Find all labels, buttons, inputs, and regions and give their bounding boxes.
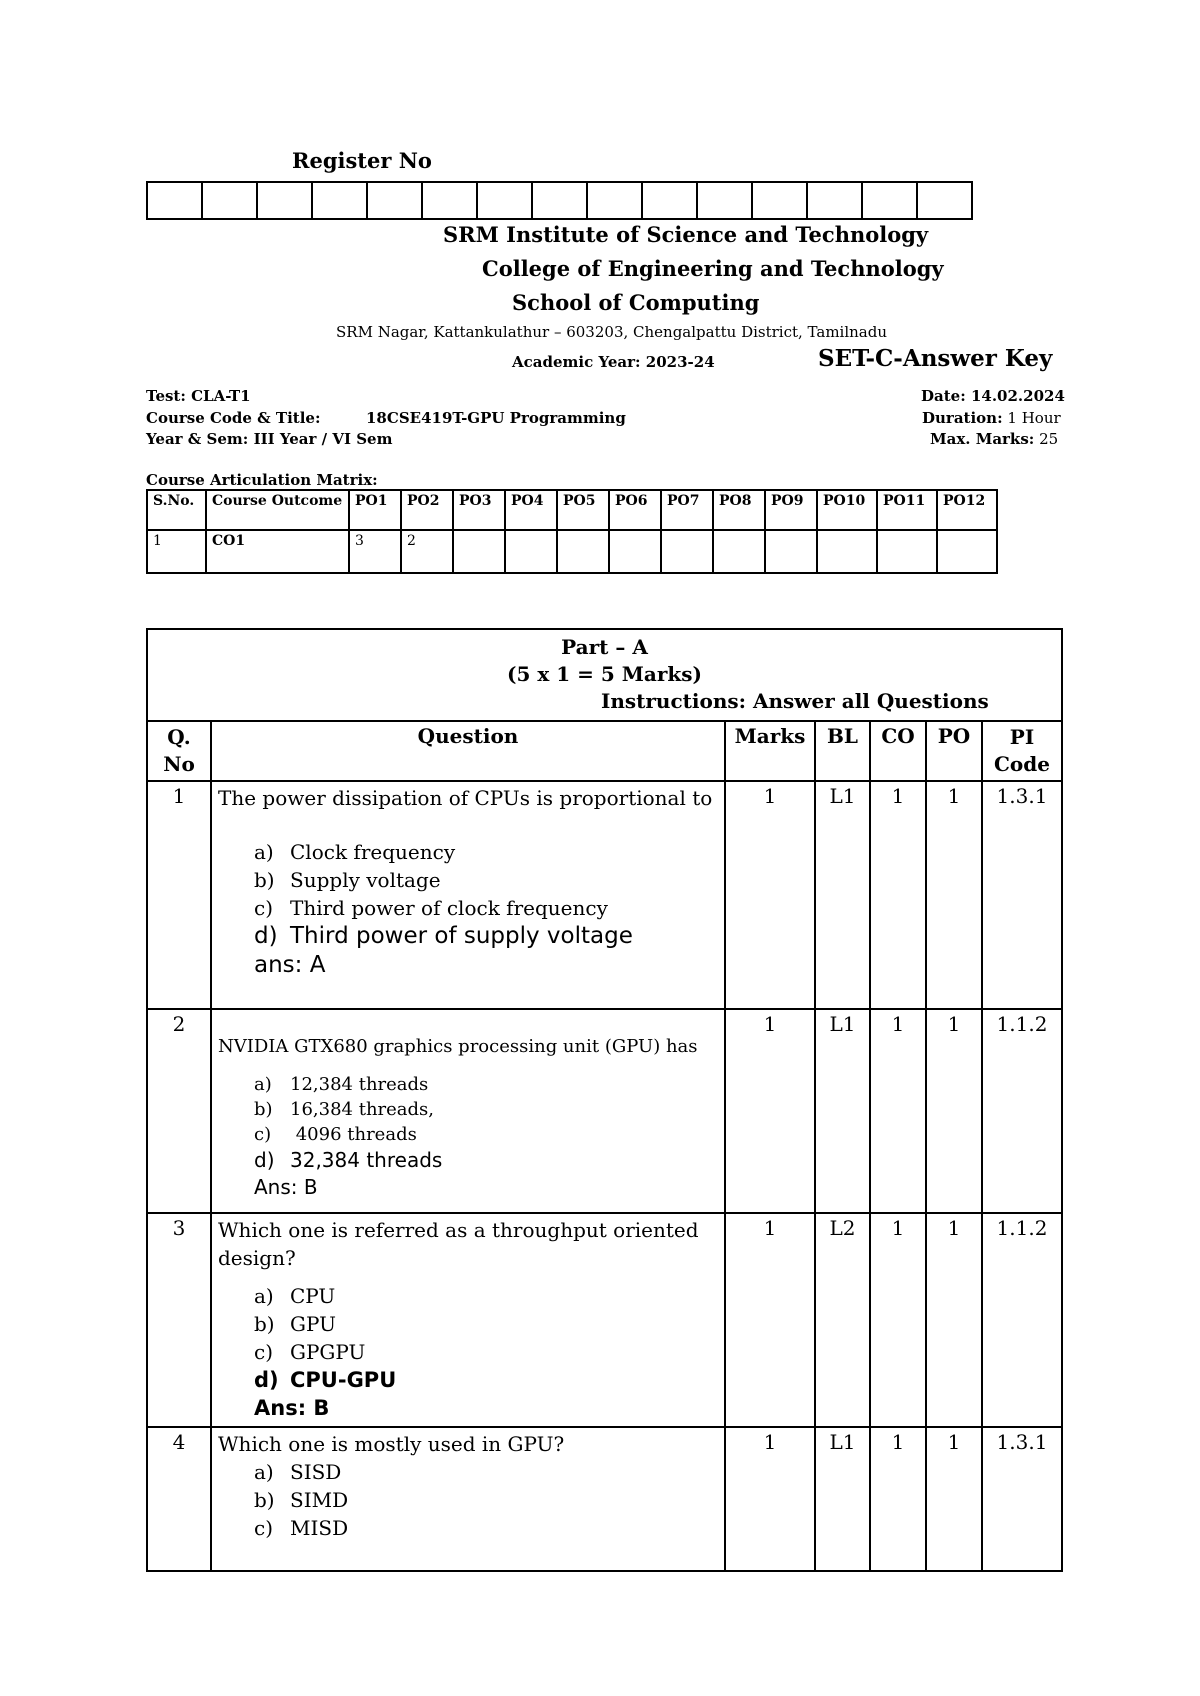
header-qno (147, 721, 211, 781)
cam-cell (937, 530, 997, 573)
part-a-table (146, 628, 1063, 1572)
question-number: 1 (147, 781, 211, 1009)
cam-cell: CO1 (206, 530, 349, 573)
duration (922, 409, 1061, 427)
cam-header: PO11 (877, 490, 937, 530)
option-d: d) CPU-GPU (254, 1368, 397, 1392)
header-question: Question (211, 721, 725, 781)
header-marks: Marks (725, 721, 815, 781)
register-box[interactable] (643, 183, 698, 218)
part-a-marks: (5 x 1 = 5 Marks) (507, 662, 702, 686)
part-a-title-row (147, 629, 1062, 721)
option-b: b) Supply voltage (254, 868, 441, 892)
question-cell (211, 1213, 725, 1427)
question-text: The power dissipation of CPUs is proportional to (218, 786, 713, 810)
cam-header-row (147, 490, 997, 530)
cam-row (147, 530, 997, 573)
cam-cell (609, 530, 661, 573)
max-marks (930, 430, 1058, 448)
cam-cell (817, 530, 877, 573)
duration-value: 1 Hour (1002, 409, 1061, 427)
question-row (147, 781, 1062, 1009)
cam-header: PO1 (349, 490, 401, 530)
co-cell: 1 (870, 1213, 926, 1427)
option-a: a) Clock frequency (254, 840, 456, 864)
option-b: b) SIMD (254, 1488, 349, 1512)
register-box[interactable] (423, 183, 478, 218)
marks-cell: 1 (725, 1427, 815, 1571)
options-list (218, 1282, 718, 1422)
question-row (147, 1213, 1062, 1427)
cam-header: PO5 (557, 490, 609, 530)
answer: ans: A (254, 952, 326, 978)
cam-cell (453, 530, 505, 573)
question-row (147, 1009, 1062, 1213)
cam-cell: 2 (401, 530, 453, 573)
register-box[interactable] (863, 183, 918, 218)
option-a: a) CPU (254, 1284, 336, 1308)
part-a-title: Part – A (561, 635, 648, 659)
year-sem: Year & Sem: III Year / VI Sem (146, 430, 393, 448)
max-marks-value: 25 (1034, 430, 1059, 448)
course-label: Course Code & Title: (146, 409, 321, 427)
cam-header: PO6 (609, 490, 661, 530)
question-number: 3 (147, 1213, 211, 1427)
option-d-text: 32,384 threads (290, 1148, 443, 1172)
option-a-text: CPU (290, 1284, 336, 1308)
option-b: b) GPU (254, 1312, 336, 1336)
option-b-text: SIMD (290, 1488, 349, 1512)
address: SRM Nagar, Kattankulathur – 603203, Chengalpattu District, Tamilnadu (336, 323, 888, 341)
register-label: Register No (292, 148, 432, 173)
register-box[interactable] (588, 183, 643, 218)
register-number-boxes[interactable] (146, 181, 973, 220)
cam-cell (713, 530, 765, 573)
school-name: School of Computing (512, 290, 760, 315)
marks-cell: 1 (725, 1213, 815, 1427)
po-cell: 1 (926, 1009, 982, 1213)
question-cell (211, 1009, 725, 1213)
option-a-text: SISD (290, 1460, 342, 1484)
course-value: 18CSE419T-GPU Programming (366, 409, 626, 427)
pi-cell: 1.3.1 (982, 1427, 1062, 1571)
cam-title: Course Articulation Matrix: (146, 471, 378, 489)
part-a-title-cell (147, 629, 1062, 721)
option-a-text: 12,384 threads (290, 1074, 429, 1095)
college-name: College of Engineering and Technology (482, 256, 944, 281)
co-cell: 1 (870, 1427, 926, 1571)
institute-name: SRM Institute of Science and Technology (443, 222, 929, 247)
cam-header: PO4 (505, 490, 557, 530)
question-row (147, 1427, 1062, 1571)
cam-header: PO12 (937, 490, 997, 530)
header-pi-2: Code (994, 752, 1050, 776)
bl-cell: L1 (815, 781, 870, 1009)
question-cell (211, 781, 725, 1009)
register-box[interactable] (203, 183, 258, 218)
pi-cell: 1.1.2 (982, 1009, 1062, 1213)
option-c-text: GPGPU (290, 1340, 366, 1364)
register-box[interactable] (918, 183, 971, 218)
header-pi-1: PI (1009, 725, 1035, 749)
options-list (218, 1458, 718, 1542)
academic-year: Academic Year: 2023-24 (512, 353, 715, 371)
cam-header: PO3 (453, 490, 505, 530)
option-c: c) 4096 threads (254, 1124, 417, 1145)
bl-cell: L1 (815, 1427, 870, 1571)
answer: Ans: B (254, 1175, 318, 1199)
cam-header: PO9 (765, 490, 817, 530)
register-box[interactable] (368, 183, 423, 218)
cam-cell: 1 (147, 530, 206, 573)
cam-header: Course Outcome (206, 490, 349, 530)
cam-header: S.No. (147, 490, 206, 530)
register-box[interactable] (533, 183, 588, 218)
question-cell (211, 1427, 725, 1571)
options-list (218, 838, 718, 980)
option-d-text: CPU-GPU (290, 1368, 397, 1392)
max-marks-label: Max. Marks: (930, 430, 1035, 448)
option-a: a) 12,384 threads (254, 1074, 429, 1095)
option-d: d) Third power of supply voltage (254, 923, 633, 949)
question-number: 2 (147, 1009, 211, 1213)
pi-cell: 1.3.1 (982, 781, 1062, 1009)
cam-header: PO10 (817, 490, 877, 530)
pi-cell: 1.1.2 (982, 1213, 1062, 1427)
set-label: SET-C-Answer Key (818, 345, 1053, 372)
register-box[interactable] (698, 183, 753, 218)
options-list (218, 1072, 718, 1174)
cam-header: PO8 (713, 490, 765, 530)
cam-cell (765, 530, 817, 573)
header-po: PO (926, 721, 982, 781)
marks-cell: 1 (725, 781, 815, 1009)
option-a: a) SISD (254, 1460, 342, 1484)
option-d: d) 32,384 threads (254, 1148, 443, 1172)
cam-header: PO2 (401, 490, 453, 530)
duration-label: Duration: (922, 409, 1003, 427)
part-a-header-row (147, 721, 1062, 781)
option-c-text: 4096 threads (290, 1124, 417, 1145)
header-qno-2: No (163, 752, 195, 776)
question-text: Which one is mostly used in GPU? (218, 1432, 565, 1456)
option-a-text: Clock frequency (290, 840, 456, 864)
course-articulation-matrix (146, 489, 998, 574)
cam-cell: 3 (349, 530, 401, 573)
option-c: c) GPGPU (254, 1340, 366, 1364)
co-cell: 1 (870, 781, 926, 1009)
question-text: NVIDIA GTX680 graphics processing unit (GPU) has (218, 1036, 698, 1057)
part-a-instructions: Instructions: Answer all Questions (601, 689, 989, 713)
register-box[interactable] (753, 183, 808, 218)
bl-cell: L2 (815, 1213, 870, 1427)
header-co: CO (870, 721, 926, 781)
po-cell: 1 (926, 781, 982, 1009)
option-b-text: Supply voltage (290, 868, 441, 892)
header-qno-1: Q. (167, 725, 191, 749)
register-box[interactable] (258, 183, 313, 218)
register-box[interactable] (808, 183, 863, 218)
question-number: 4 (147, 1427, 211, 1571)
question-text: Which one is referred as a throughput oriented design? (218, 1218, 699, 1270)
co-cell: 1 (870, 1009, 926, 1213)
answer: Ans: B (254, 1396, 330, 1420)
register-box[interactable] (313, 183, 368, 218)
cam-cell (505, 530, 557, 573)
cam-cell (661, 530, 713, 573)
po-cell: 1 (926, 1213, 982, 1427)
header-pi (982, 721, 1062, 781)
option-c-text: Third power of clock frequency (290, 896, 608, 920)
option-d-text: Third power of supply voltage (290, 923, 633, 949)
test-name: Test: CLA-T1 (146, 387, 251, 405)
cam-cell (877, 530, 937, 573)
exam-date: Date: 14.02.2024 (921, 387, 1065, 405)
cam-cell (557, 530, 609, 573)
option-c-text: MISD (290, 1516, 349, 1540)
option-b-text: GPU (290, 1312, 336, 1336)
option-b-text: 16,384 threads, (290, 1099, 434, 1120)
register-box[interactable] (478, 183, 533, 218)
option-b: b) 16,384 threads, (254, 1099, 434, 1120)
marks-cell: 1 (725, 1009, 815, 1213)
register-box[interactable] (148, 183, 203, 218)
header-bl: BL (815, 721, 870, 781)
bl-cell: L1 (815, 1009, 870, 1213)
option-c: c) MISD (254, 1516, 349, 1540)
po-cell: 1 (926, 1427, 982, 1571)
cam-header: PO7 (661, 490, 713, 530)
option-c: c) Third power of clock frequency (254, 896, 608, 920)
